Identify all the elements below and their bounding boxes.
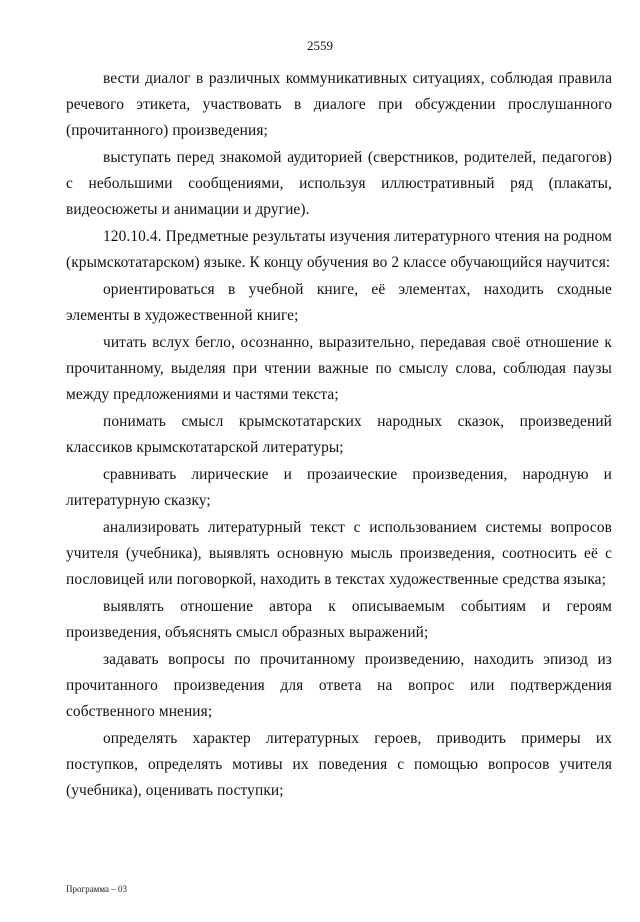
document-body [66, 66, 612, 805]
paragraph: сравнивать лирические и прозаические произведения, народную и литературную сказку; [66, 466, 612, 509]
paragraph: 120.10.4. Предметные результаты изучения литературного чтения на родном (крымскотатарском) языке. К концу обучения во 2 классе обучающийся научится: [66, 228, 612, 271]
paragraph: вести диалог в различных коммуникативных ситуациях, соблюдая правила речевого этикета, участвовать в диалоге при обсуждении прослушанного (прочитанного) произведения; [66, 70, 612, 139]
paragraph: выявлять отношение автора к описываемым событиям и героям произведения, объяснять смысл образных выражений; [66, 598, 612, 641]
paragraph: определять характер литературных героев, приводить примеры их поступков, определять мотивы их поведения с помощью вопросов учителя (учебника), оценивать поступки; [66, 730, 612, 799]
paragraph: задавать вопросы по прочитанному произведению, находить эпизод из прочитанного произведения для ответа на вопрос или подтверждения собственного мнения; [66, 651, 612, 720]
paragraph: понимать смысл крымскотатарских народных сказок, произведений классиков крымскотатарской литературы; [66, 413, 612, 456]
paragraph: анализировать литературный текст с использованием системы вопросов учителя (учебника), выявлять основную мысль произведения, соотносить её с пословицей или поговоркой, находить в текстах художественные средства языка; [66, 519, 612, 588]
footer-label: Программа – 03 [66, 884, 128, 894]
paragraph: читать вслух бегло, осознанно, выразительно, передавая своё отношение к прочитанному, выделяя при чтении важные по смыслу слова, соблюдая паузы между предложениями и частями текста; [66, 334, 612, 403]
paragraph: выступать перед знакомой аудиторией (сверстников, родителей, педагогов) с небольшими сообщениями, используя иллюстративный ряд (плакаты, видеосюжеты и анимации и другие). [66, 149, 612, 218]
page-number: 2559 [307, 38, 333, 53]
paragraph: ориентироваться в учебной книге, её элементах, находить сходные элементы в художественной книге; [66, 281, 612, 324]
